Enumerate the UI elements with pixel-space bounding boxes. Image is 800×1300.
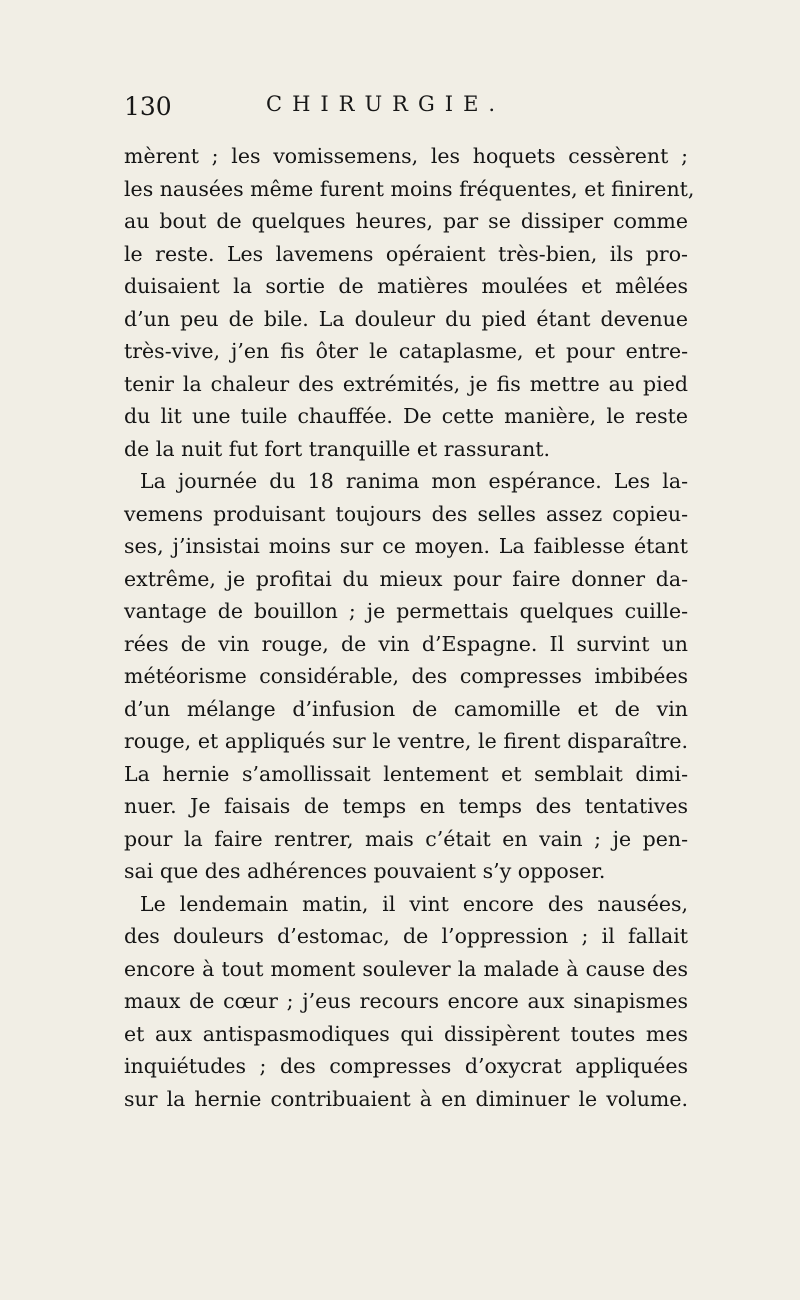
- text-line: maux de cœur ; j’eus recours encore aux sinapismes: [124, 989, 688, 1013]
- text-line: d’un peu de bile. La douleur du pied étant devenue: [124, 306, 688, 331]
- text-line: La hernie s’amollissait lentement et semblait dimi-: [124, 761, 688, 786]
- text-line: les nausées même furent moins fréquentes, et finirent,: [124, 176, 695, 201]
- text-line: tenir la chaleur des extrémités, je fis mettre au pied: [124, 371, 688, 396]
- text-line: très-vive, j’en fis ôter le cataplasme, et pour entre-: [124, 339, 688, 363]
- text-line: pour la faire rentrer, mais c’était en vain ; je pen-: [124, 826, 688, 851]
- text-line: du lit une tuile chauffée. De cette manière, le reste: [124, 404, 688, 428]
- text-line: mèrent ; les vomissemens, les hoquets cessèrent ;: [124, 144, 688, 168]
- body-text: [124, 140, 695, 1115]
- text-line: sur la hernie contribuaient à en diminuer le volume.: [124, 1086, 688, 1111]
- text-line: météorisme considérable, des compresses imbibées: [124, 664, 688, 688]
- text-line: inquiétudes ; des compresses d’oxycrat appliquées: [124, 1054, 688, 1078]
- text-line: des douleurs d’estomac, de l’oppression ; il fallait: [124, 924, 688, 948]
- page-header: [124, 92, 684, 132]
- text-line: vantage de bouillon ; je permettais quelques cuille-: [124, 599, 688, 623]
- page-number: 130: [124, 92, 172, 121]
- text-line: nuer. Je faisais de temps en temps des tentatives: [124, 794, 688, 818]
- text-line: sai que des adhérences pouvaient s’y opposer.: [124, 859, 606, 883]
- text-line: Le lendemain matin, il vint encore des nausées,: [140, 891, 688, 916]
- text-line: de la nuit fut fort tranquille et rassurant.: [124, 436, 551, 461]
- text-line: et aux antispasmodiques qui dissipèrent toutes mes: [124, 1021, 688, 1046]
- text-line: vemens produisant toujours des selles assez copieu-: [124, 501, 688, 526]
- text-line: rouge, et appliqués sur le ventre, le firent disparaître.: [124, 729, 688, 753]
- text-line: duisaient la sortie de matières moulées et mêlées: [124, 274, 688, 298]
- text-line: extrême, je profitai du mieux pour faire donner da-: [124, 566, 688, 591]
- text-line: ses, j’insistai moins sur ce moyen. La faiblesse étant: [124, 534, 688, 558]
- text-line: rées de vin rouge, de vin d’Espagne. Il survint un: [124, 631, 688, 656]
- text-line: La journée du 18 ranima mon espérance. Les la-: [140, 469, 688, 493]
- text-line: le reste. Les lavemens opéraient très-bien, ils pro-: [124, 241, 688, 266]
- text-line: encore à tout moment soulever la malade à cause des: [124, 956, 688, 981]
- running-title: CHIRURGIE.: [266, 92, 506, 116]
- text-line: d’un mélange d’infusion de camomille et de vin: [124, 696, 688, 721]
- text-line: au bout de quelques heures, par se dissiper comme: [124, 209, 688, 233]
